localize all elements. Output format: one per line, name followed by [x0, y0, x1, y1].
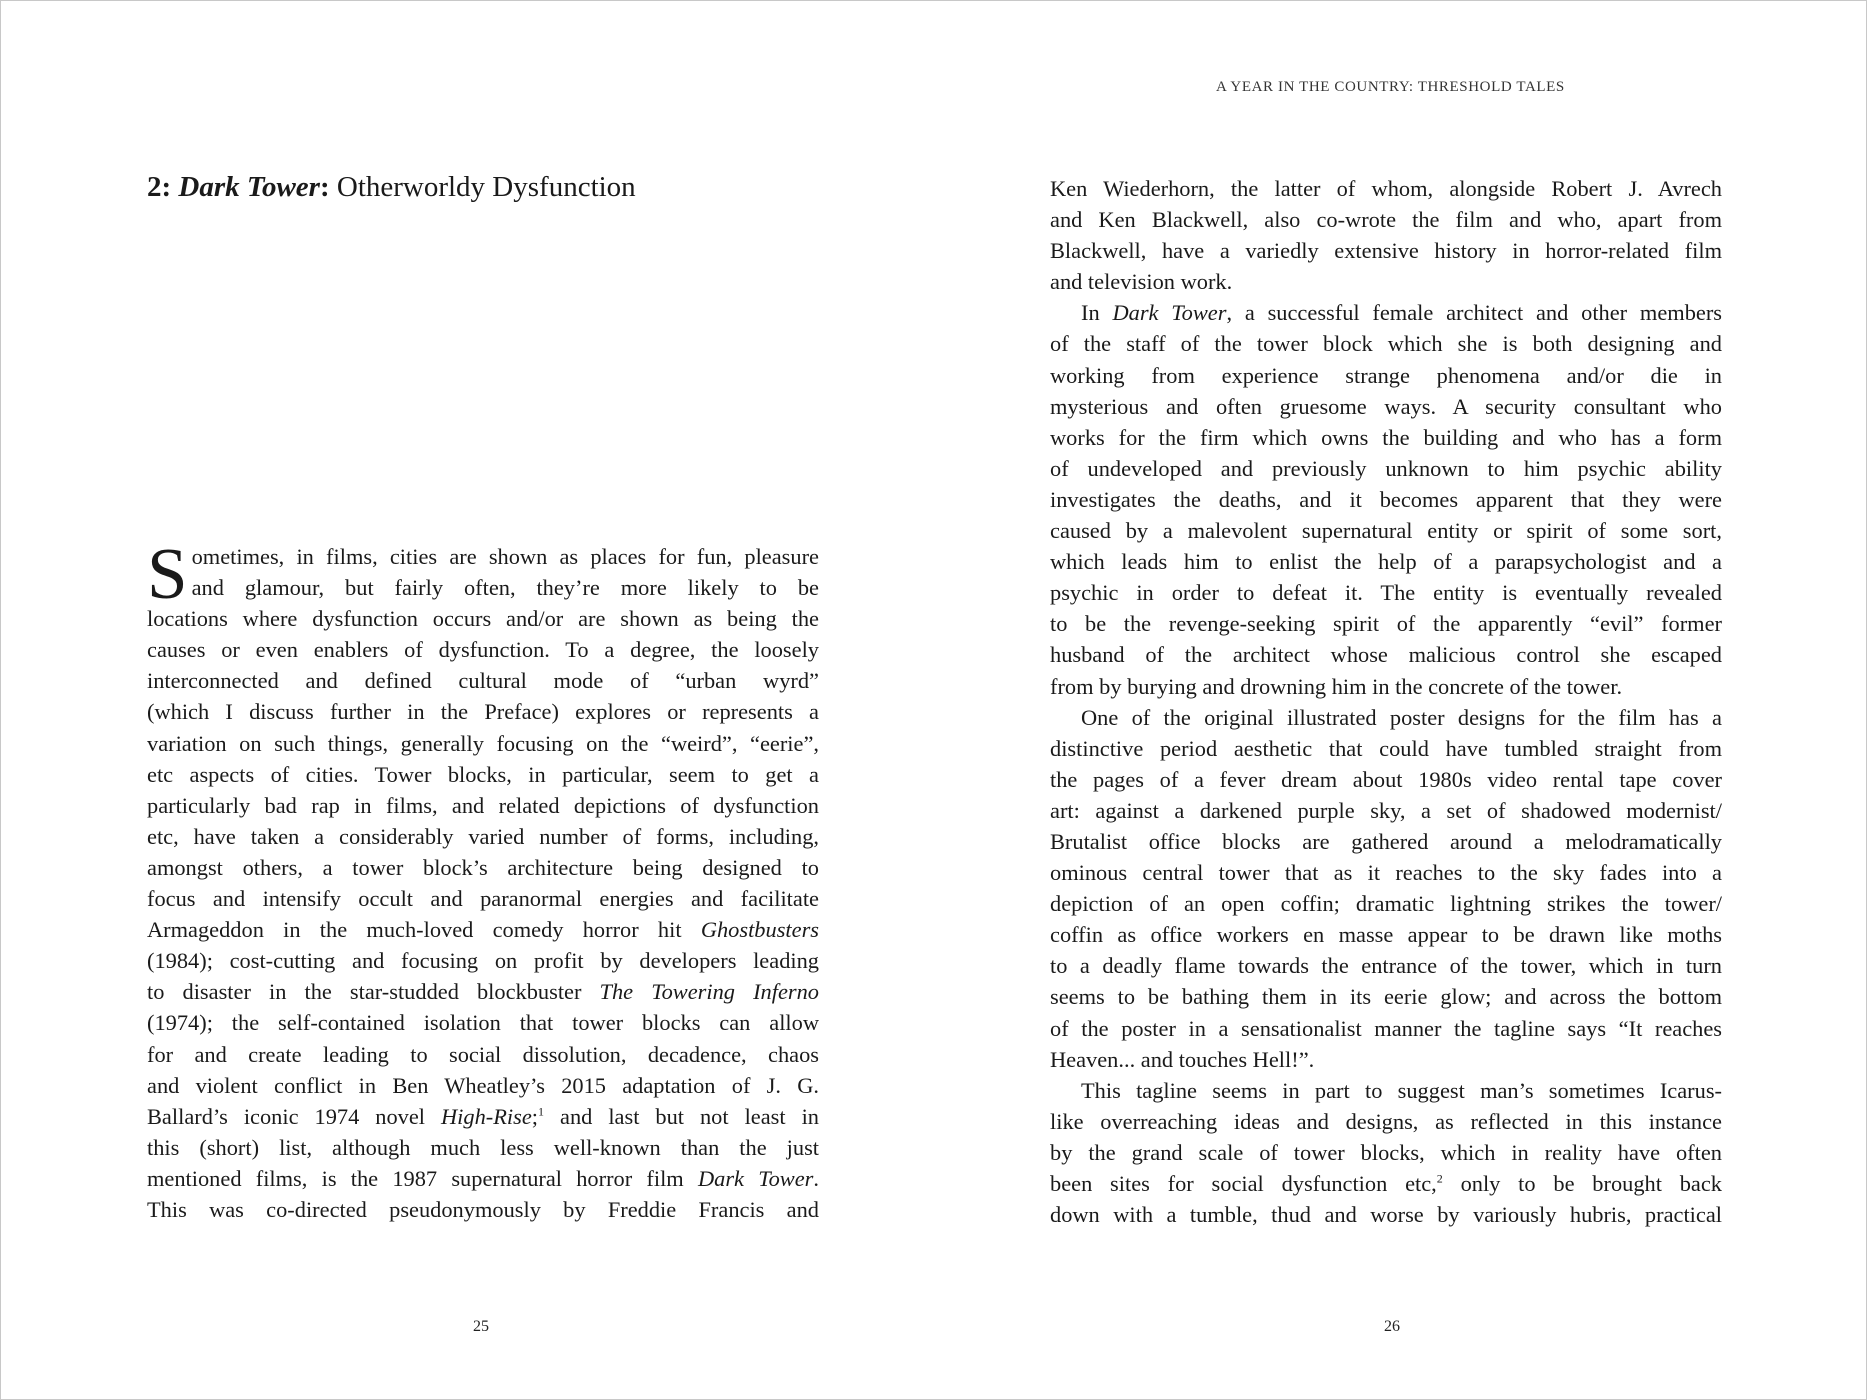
- text-line: Brutalist office blocks are gathered around a melodramatically: [1050, 828, 1722, 854]
- text-line: [147, 976, 819, 1007]
- text-line: for and create leading to social dissolution, decadence, chaos: [147, 1041, 819, 1067]
- text-line: and television work.: [1050, 269, 1233, 295]
- text-line: this (short) list, although much less well-known than the just: [147, 1134, 819, 1160]
- text-run: mentioned films, is the 1987 supernatural horror film: [147, 1165, 698, 1191]
- text-line: from by burying and drowning him in the concrete of the tower.: [1050, 673, 1623, 699]
- chapter-title-rest: Otherworldy Dysfunction: [336, 171, 636, 203]
- text-run: Ballard’s iconic 1974 novel: [147, 1103, 441, 1129]
- text-run: to disaster in the star-studded blockbuster: [147, 979, 600, 1005]
- chapter-number: 2:: [147, 171, 172, 203]
- text-line: [147, 1101, 819, 1132]
- text-line: ometimes, in films, cities are shown as places for fun, pleasure: [191, 544, 819, 569]
- text-line: [147, 914, 819, 945]
- text-line: down with a tumble, thud and worse by variously hubris, practical: [1050, 1202, 1722, 1228]
- right-body-text: [1050, 173, 1722, 1230]
- page-number-left: 25: [473, 1318, 489, 1335]
- text-line: by the grand scale of tower blocks, which in reality have often: [1050, 1139, 1722, 1165]
- text-run: and last but not least in: [544, 1103, 819, 1129]
- text-line: variation on such things, generally focusing on the “weird”, “eerie”,: [147, 730, 819, 756]
- text-line: Heaven... and touches Hell!”.: [1050, 1046, 1315, 1072]
- text-run: Armageddon in the much-loved comedy horror hit: [147, 917, 701, 943]
- text-line: [147, 1163, 819, 1194]
- text-line: seems to be bathing them in its eerie glow; and across the bottom: [1050, 984, 1722, 1010]
- footnote-ref-1[interactable]: 1: [538, 1104, 545, 1119]
- text-line: working from experience strange phenomena and/or die in: [1050, 362, 1722, 388]
- text-run: been sites for social dysfunction etc,: [1050, 1171, 1437, 1196]
- text-line: One of the original illustrated poster designs for the film has a: [1081, 704, 1722, 730]
- text-line: of the staff of the tower block which she is both designing and: [1050, 331, 1722, 357]
- footnote-ref-2[interactable]: 2: [1436, 1171, 1443, 1186]
- text-line: focus and intensify occult and paranormal energies and facilitate: [147, 886, 819, 912]
- italic-title-dark-tower: Dark Tower: [697, 1165, 814, 1191]
- text-line: psychic in order to defeat it. The entity is eventually revealed: [1050, 580, 1722, 606]
- text-line: etc, have taken a considerably varied number of forms, including,: [147, 823, 819, 849]
- chapter-title: [147, 171, 636, 204]
- text-line: Ken Wiederhorn, the latter of whom, alongside Robert J. Avrech: [1050, 176, 1722, 201]
- chapter-title-italic: Dark Tower: [178, 171, 320, 203]
- text-line: depiction of an open coffin; dramatic lightning strikes the tower/: [1050, 891, 1722, 917]
- italic-title-ghostbusters: Ghostbusters: [700, 917, 819, 943]
- text-line: which leads him to enlist the help of a parapsychologist and a: [1050, 549, 1722, 575]
- left-body-text: [147, 533, 819, 1225]
- text-line: of undeveloped and previously unknown to him psychic ability: [1050, 455, 1722, 481]
- text-line: [1050, 297, 1722, 328]
- text-line: causes or even enablers of dysfunction. To a degree, the loosely: [147, 637, 819, 663]
- text-line: and Ken Blackwell, also co-wrote the film and who, apart from: [1050, 207, 1722, 233]
- text-line: (1984); cost-cutting and focusing on profit by developers leading: [147, 948, 819, 974]
- text-line: coffin as office workers en masse appear to be drawn like moths: [1050, 922, 1722, 948]
- text-line: art: against a darkened purple sky, a set of shadowed modernist/: [1050, 797, 1722, 823]
- text-run: ;: [531, 1103, 539, 1129]
- italic-title-dark-tower: Dark Tower: [1112, 300, 1227, 326]
- text-line: amongst others, a tower block’s architecture being designed to: [147, 854, 819, 880]
- left-page: [1, 1, 934, 1399]
- text-line: Blackwell, have a variedly extensive history in horror-related film: [1050, 238, 1722, 264]
- text-line: to be the revenge-seeking spirit of the apparently “evil” former: [1050, 611, 1722, 637]
- text-run: .: [813, 1165, 819, 1191]
- text-line: mysterious and often gruesome ways. A security consultant who: [1050, 393, 1722, 419]
- chapter-title-colon: :: [319, 171, 330, 203]
- text-run: only to be brought back: [1442, 1171, 1723, 1196]
- text-line: the pages of a fever dream about 1980s video rental tape cover: [1050, 766, 1722, 792]
- drop-cap: S: [147, 533, 188, 614]
- text-line: (which I discuss further in the Preface) explores or represents a: [147, 699, 819, 725]
- text-line: to a deadly flame towards the entrance of the tower, which in turn: [1050, 953, 1722, 979]
- text-line: interconnected and defined cultural mode of “urban wyrd”: [147, 668, 819, 694]
- italic-title-high-rise: High-Rise: [441, 1103, 532, 1129]
- text-line: particularly bad rap in films, and related depictions of dysfunction: [147, 792, 819, 818]
- text-line: like overreaching ideas and designs, as reflected in this instance: [1050, 1108, 1722, 1134]
- text-line: and violent conflict in Ben Wheatley’s 2015 adaptation of J. G.: [147, 1072, 819, 1098]
- text-run: , a successful female architect and other members: [1226, 300, 1722, 326]
- text-line: ominous central tower that as it reaches to the sky fades into a: [1050, 860, 1722, 886]
- text-line: caused by a malevolent supernatural entity or spirit of some sort,: [1050, 518, 1722, 544]
- text-line: [1050, 1168, 1722, 1199]
- text-line: locations where dysfunction occurs and/or are shown as being the: [147, 606, 819, 632]
- text-line: and glamour, but fairly often, they’re more likely to be: [191, 575, 819, 601]
- text-line: distinctive period aesthetic that could have tumbled straight from: [1050, 735, 1722, 761]
- text-line: husband of the architect whose malicious control she escaped: [1050, 642, 1722, 668]
- text-line: (1974); the self-contained isolation that tower blocks can allow: [147, 1010, 819, 1036]
- text-line: investigates the deaths, and it becomes apparent that they were: [1050, 486, 1722, 512]
- text-line: of the poster in a sensationalist manner the tagline says “It reaches: [1050, 1015, 1722, 1041]
- page-number-right: 26: [1384, 1318, 1400, 1335]
- text-line: This tagline seems in part to suggest man’s sometimes Icarus-: [1081, 1077, 1722, 1103]
- text-line: etc aspects of cities. Tower blocks, in particular, seem to get a: [147, 761, 819, 787]
- italic-title-towering-inferno: The Towering Inferno: [599, 979, 819, 1005]
- text-run: In: [1081, 300, 1113, 326]
- running-head: A YEAR IN THE COUNTRY: THRESHOLD TALES: [1216, 79, 1565, 95]
- text-line: works for the firm which owns the building and who has a form: [1050, 424, 1722, 450]
- text-line: This was co-directed pseudonymously by Freddie Francis and: [147, 1196, 819, 1222]
- right-page: [934, 1, 1867, 1399]
